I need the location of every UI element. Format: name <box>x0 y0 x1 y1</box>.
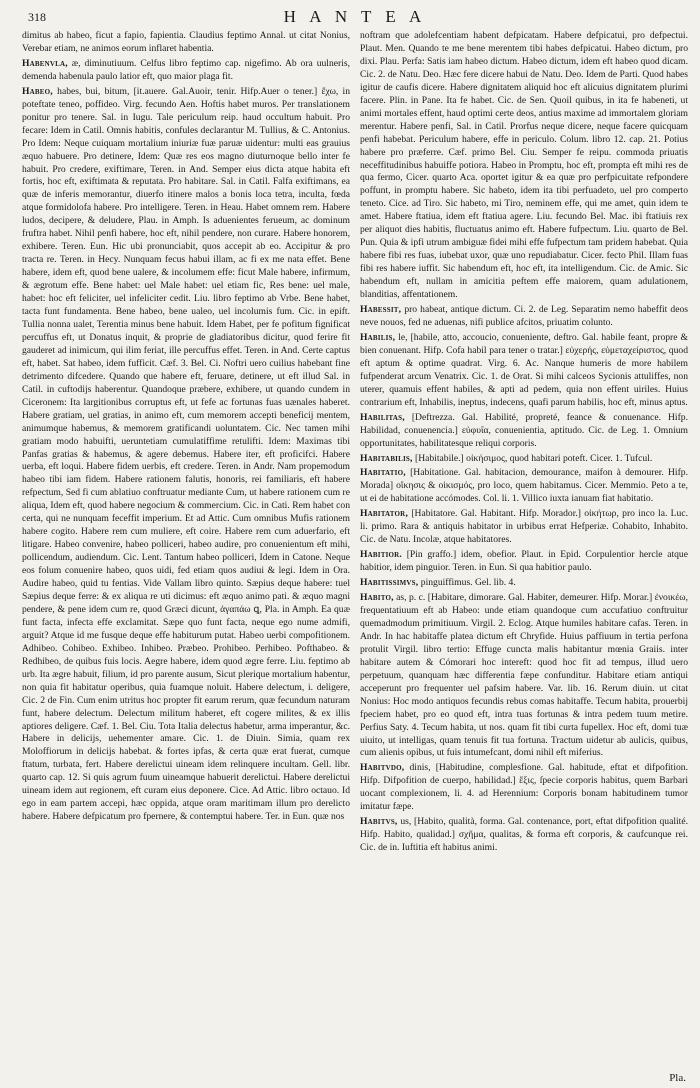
text-columns <box>22 30 688 1070</box>
entry-lemma: Habeo, <box>22 85 53 97</box>
dictionary-entry <box>22 58 350 84</box>
entry-text: [Habitabile.] οἰκήσιμος, quod habitari poteft. Cicer. 1. Tufcul. <box>415 452 653 464</box>
dictionary-entry <box>360 508 688 547</box>
entry-text: le, [habile, atto, accoucio, conuenientе, deftro. Gal. habile feant, propre & bien conuenant. Hifp. Cofa habil para tener o tratar.] εὐχερής, εὐμεταχείριστος, quod eft aptum & optime quadrat. Virg. 6. Ac. Nanque humeris de more habilem fufpenderat arcum Venatrix. Cic. 1. de Orat. Si mihi calceos Sycionis attuliffes, non uterer, quamuis effent habiles, & apti ad pedem, quia non effent uiriles. Huius contrarium eft, Inhabilis, ineptus, indecens, quafi parum habilis, hoc eft, minus aptus. <box>360 331 688 408</box>
page-number: 318 <box>28 10 46 24</box>
entry-lemma: Habito, <box>360 592 394 604</box>
entry-lemma: Habitissimvs, <box>360 577 419 589</box>
page-header <box>22 6 688 30</box>
dictionary-entry <box>360 304 688 330</box>
dictionary-entry <box>360 453 688 466</box>
dictionary-entry <box>360 467 688 506</box>
entry-lemma: Habessit, <box>360 304 402 316</box>
dictionary-entry <box>360 577 688 590</box>
entry-text: [Habitatore. Gal. Habitant. Hifp. Morador.] οἰκήτωρ, pro inco la. Luc. li. primo. Rara & antiquis habitator in urbibus errat Hefperiæ. Cohabito, Inhabito. Cic. de Natu. Incolæ, atque habitatores. <box>360 508 688 546</box>
entry-text: as, p. c. [Habitare, dimorare. Gal. Habiter, demeurer. Hifp. Morar.] ἐνοικέω, frequentatiuum eft ab Habeo: unde etiam quandoque cum accufatiuo conftruitur quemadmodum primitiuum. Virgil. 2. Eclog. Atque humiles habitare cafas. Teren. in Andr. In hac habitaffe platea dictum eft Chryfide. Huius paffiuum in tertia perfona protulit Virgil. libro tertio: Effuge cuncta malis habitantur mœnia Graiis. inter habitare autem & Cómorari hoc intereft: quod hoc fit ad tempus, illud uero perpetuum, quanquam hæc differentia fæpe confunditur. Habitare etiam antiqui acceperunt pro frequenter uel pafsim habere. Var. lib. 16. Rerum diuin. ut citat Nonius: Hoc modo antiquos fecundis rebus comas habitaffe. Tecum habita, prouerbij fpeciem habet, pro eo quod eft, intra tuas fortunas & intra pedem tuum metire. Perfius Saty. 4. Tecum habita, ut nos. quam fit tibi curta fupellex. Hoc eft, domi tuæ uiuito, ut intelligas, quam tenuis fit tua fortuna. Tractum uidetur ab aulicis, quibus, cum alienis opibus, ut fuis intumefcant, domi nihil eft miferius. <box>360 592 688 759</box>
entry-text: pro habeat, antique dictum. Ci. 2. de Leg. Separatim nemo habeffit deos neve nouos, fed ne aduenas, nifi publice afcitos, priuatim colunto. <box>360 304 688 328</box>
entry-lemma: Habitior. <box>360 549 403 561</box>
entry-lemma: Habitator, <box>360 508 409 520</box>
dictionary-entry <box>22 86 350 824</box>
dictionary-entry <box>360 332 688 410</box>
dictionary-entry <box>22 30 350 56</box>
entry-text: habes, bui, bitum, [it.auere. Gal.Auoir, tenir. Hifp.Auer o tener.] ἔχω, in poteftate teneo, poffideo. Virg. fecundo Aen. Hoftis habet muros. Per translationem ponitur pro tenere. Sal. in Iugu. Tale periculum reip. haud occultum habuit. Pro fecare: Idem in Catil. Omnis habitis, confules declarantur M. Tullius, & C. Antonius. Pro Idem: Neque cuiquam mortalium iniuriæ fuæ paruæ uidentur: multi eas grauius æquo habuere. Pro detinere, Idem: Quæ res eos magno diuturnoque bello inter fe habuit. Pro credere, exiftimare, Teren. in And. Semper eius dicta atque habita eft fortis, hoc eft, exiftimata & reputata. Pro habitare. Sal. in Catil. Falfa exiftimans, ea quæ de inferis memorantur, diuerfo itinere malos a bonis loca tetra, inculta, fœda atque formidolofa habere. Pro intelligere. Teren. in Heau. Habet omnem rem. Habere ludos, decipere, & deludere, Plau. in Amph. Is aduenientes ferueum, ac dominum fruftra habet. Nihil penfi habere, hoc eft, nihil pendere, non curare. Habere honorem, exhibere. Teren. Eun. Hic ubi pronunciabit, quos accepit ab eo. Accipitur & pro tracta re. Teren. in Hecy. Nunquam fecus habui illam, ac fi ex me nata effet. Bene habere, idem eft, quod bene ualere, & incolumem effe: ficut Male habere, infirmum, & ægrotum effe. Bene habet: uel Male habet: uel etiam fic, Res bene: uel male, habet: hoc eft feliciter, uel infeliciter cedit. Liu. libro feptimo ab Vrbe. Bene habet, tacta funt fundamenta. Bene habeo, bene ualeo, uel incolumis fum. Cic. in epift. Tullia nonna ualet, Terentia minus bene habuit. Idem Habet, per fe pofitum fignificat percuffus eft, ut Donatus inquit, & proprie de gladiatoribus dicitur, quod ferire fit gauderet ad inimicum, qui ilim feriat, ille percuffus effet. Teren. in And. Certe captus eft, habet. Sat habeo, idem fufficit. Cæf. 3. Bel. Ci. Noftri uero cuilius habebant fine detrimento difcedere. Quando que habere eft, feruare, detinere, ut eft illud Sal. in Catil. in cuftodijs haberentur. Quandoque præbere, exhibere, ut quando cundem in Ciceronem: Ita largitionibus corruptus eft, ut fefe ac fortunas fuas uænales haberet. Habere gratiam, uel gratias, in animo eft, cum memorem accepti beneficij mentem, animumque habemus, & memorem gratificandi uoluntatem. Cic. Nec tamen mihi gratiam modo habuifti, ueruntetiam cumulatiffime retulifti. Idem: Maximas tibi Panfas gratias & habemus, & agere debemus. Habere iter, eft proficifci. Habere uerba, eft loqui. Habere fidem uerbis, eft credere. Teren. in Andr. Nam propemodum habeo tibi iam fidem. Habere rationem falutis, honoris, rei familiaris, eft habere refpectum, Sed fi cum ablatiuo conftruatur mediante Cum, ut habere rationem cum re aliqua, Idem eft, quod habere negocium & commercium. Cic. in Cati. Rem habet con certa, qui ne nunquam feceffit imperium. Et ad Attic. Cum omnibus Mufis rationem habere cogito. Habere rem cum muliere, eft coire. Habere rem cum aduerfario, eft litigare. Habeo convenire, habeo polliceri, habeo audire, pro conuenientum eft mihi, pollicendum, audiendum. Cic. Lent. Tantum habeo polliceri, Idem in Catone. Neque eos folum conuenire habeo, quos uidi, fed etiam quos audiui & legi. Idem in Ora. Audire habeo, quid tu fentias. Vide Vallam libro quinto. Sæpius deque habere: tuel Sæpius deque ferre: & ex aliqua re uti dicimus: eft æquo animo pati. & æquo magni pendere, & pene idem cum re, quod Græci dicunt, ἀγαπάω ꝗ, Pla. in Amph. Ea quæ funt facta, infecta effe exclamitat. Sæpe quo funt facta, neque ego nume admifi, arguit? Atque id me fusque deque effe habiturum putat. Habeo uerbi compofitionem. Adhibeo. Cohibeo. Exhibeo. Inhibeo. Præbeo. Prohibeo. Perhibeo. Pofthabeo. & Redhibeo, de quibus fuis locis. Aegre habere, idem quod ægre ferre. Liu. feptimo ab urb. Ita ægre habuit, filium, id pro parente ausum, Sicut plerique mortalium habentur, non quia fit habitatur operibus, quia fuamque noluit. Habere delectum, i. deligere, Cic. 2 de Fin. Cum enim utritus hoc propter fit earum rerum, quæ fecundum naturam funt, habere delectum. Delectum militum haberet, eft cogere milites, & ex illis aptiores deligere. Cæf. 1. Bel. Ciu. Tota Italia delectus habetur, arma imperantur, &c. Habere in delicijs, uehementer amare. Cic. 1. de Diuin. Simia, quam rex Moloffiorum in delicijs habebat. & fortes ipfas, & certa quæ erat fuerat, cumque ftatum, turbata, fert. Habere derelictui uineam idem relinquere incultam. Gell. libr. quarto cap. 12. Si quis agrum fuum uineamque habuerit derelictui. Habere derelictui uineam idem aut regionem, eft curam eius deponere. Cice. Ad Attic. libro octauo. Id ego in eam partem accepi, hæc oppida, atque oram maritimam illum pro derelicto habere. Habere defpicatum pro fpernere, & contemptui habere. Ter. in Eun. quæ nos <box>22 85 350 823</box>
dictionary-entry <box>360 549 688 575</box>
left-column <box>22 30 350 1070</box>
entry-text: dimitus ab habeo, ficut a fapio, fapientia. Claudius feptimo Annal. ut citat Nonius, Verebar etiam, ne animos eorum inflaret habentia. <box>22 30 350 54</box>
dictionary-entry <box>360 592 688 760</box>
dictionary-entry <box>360 762 688 814</box>
catchword: Pla. <box>669 1072 686 1084</box>
entry-text: [Deftrezza. Gal. Habilité, propreté, feance & conuenance. Hifp. Habilidad, conuenencia.] εὐφυΐα, conuenientia, aptitudo. Cic. de Leg. 1. Omnium opportunitates, habilitatesque reliqui corporis. <box>360 411 688 449</box>
entry-lemma: Habitatio, <box>360 467 406 479</box>
entry-text: [Pin graffo.] idem, obefior. Plaut. in Epid. Corpulentior hercle atque habitior, idem pinguior. Teren. in Eun. Si qua habitior paulo. <box>360 549 688 574</box>
entry-text: us, [Habito, qualità, forma. Gal. contenance, port, eftat difpofition qualité. Hifp. Habito, qualidad.] σχῆμα, qualitas, & forma eft corporis, & caufcunque rei. Cic. de in. Iuftitia eft habitus animi. <box>360 816 688 854</box>
running-head: H A N T E A <box>283 7 427 26</box>
entry-text: [Habitatione. Gal. habitacion, demourance, maifon à demourer. Hifp. Morada] οἴκησις & οἰκισμός, pro loco, quem habitamus. Cicer. Memmio. Peto a te, ut ei de habitatione accómodes. Col. li. 1. Villico iuxta ianuam fiat habitatio. <box>360 467 688 505</box>
entry-text: æ, diminutiuum. Celfus libro feptimo cap. nigefimo. Ab ora uulneris, demenda habenula paulo latior eft, quo maior plaga fit. <box>22 57 350 82</box>
entry-lemma: Habitvdo, <box>360 762 405 774</box>
right-column <box>360 30 688 1070</box>
dictionary-entry <box>360 412 688 451</box>
entry-text: noftram que adolefcentiam habent defpicatam. Habere defpicatui, pro defpectui. Plaut. Men. Quando te me bene merentem tibi habes defpicatui. Habeo dictum, pro dixi. Plau. Perfa: Satis iam habeo dictum. Habeo dictum, idem eft habeo quod dicam. Cic. 2. de Natu. Deo. Hæc fere dicere habui de Natu. Deo. Idem de Parti. Quod habes igitur de caufis dicere. Habere dignitatem aliquid hoc eft alicuius dignitatem plurimi facere. Plin. in Pane. Ita fe habet. Cic. de Sen. Quoil quibus, in ita fe habeneti, ut animi mortales effent, haud optimi certe deos, antius maxime ad immortalem gloriam merentur. Habere penfi, Sal. in Catil. Prorfus neque dicere, neque facere quicquam penfi habebat. Periculum habere, effe in periculo. Colum. libro 12. cap. 21. Potius habere pro præferre. Cæf. primo Bel. Ciu. Semper fe reipu. commoda priuatis neceffitudinibus habuiffe potiora. Habeo in Promptu, hoc eft, prompta eft mihi res de qua fermo, Cicer. quarto Aca. oportet igitur & ea quæ pro perfpicuitate refpondere poffunt, in promptu habere. Sic habeto, idem ita tibi perfuadeto, uel pro comperto teneto. Cice. ad Tiro. Sic habeto, mi Tiro, neminem effe, qui me amet, quin idem te amet. Habere ftatiua, idem eft ftatiua agere. Liu. fecundo Bel. Mac. ibi ftatiuis rex per aliquot dies habitis, fluctuatus animo eft. Habere fufpectum. Liu. quarto de Bel. Pun. Quia & ipfi utrum ambiguæ fidei mihi effe fufpectum tam pridem habebat. Quia habere fibi res fuas, iubebat uxor, quæ uno repudiabatur. Cicer. fecto Phil. Illam fuas fibi res habere iuffit. Sic habendum eft, hoc eft, ita intelligendum. Cic. de Amic. Sic habendum eft, nullam in amicitia peftem effe maiorem, quam adulationem, blanditias, affentationem. <box>360 30 688 301</box>
entry-lemma: Habitabilis, <box>360 452 413 464</box>
entry-lemma: Habilitas, <box>360 411 405 423</box>
entry-text: dinis, [Habitudine, complesfione. Gal. habitude, eftat et difpofition. Hifp. Difpofition de cuerpo, habilidad.] ἕξις, ſpecie corporis habitus, quem Barbari uocant complexionem, li. 4. ad Herennium: Corporis bonam habitudinem tumor imitatur fæpe. <box>360 762 688 813</box>
entry-lemma: Habenvla, <box>22 57 68 69</box>
entry-lemma: Habilis, <box>360 331 396 343</box>
dictionary-entry <box>360 30 688 302</box>
entry-lemma: Habitvs, <box>360 816 398 828</box>
dictionary-entry <box>360 816 688 855</box>
entry-text: pinguiffimus. Gel. lib. 4. <box>420 577 516 589</box>
